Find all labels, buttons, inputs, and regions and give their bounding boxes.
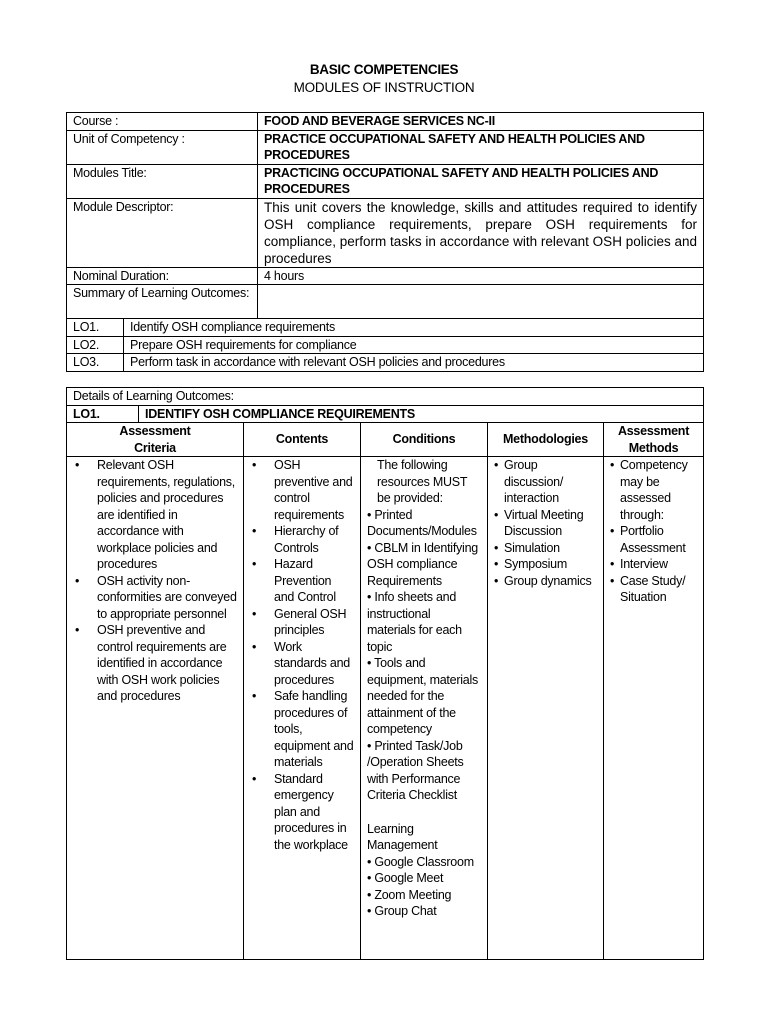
- document-title: BASIC COMPETENCIES: [309, 62, 459, 77]
- module-summary-table: [66, 112, 704, 372]
- module-title-value: PRACTICING OCCUPATIONAL SAFETY AND HEALTH POLICIES AND PROCEDURES: [258, 164, 704, 198]
- lo3-text: Perform task in accordance with relevant OSH policies and procedures: [124, 354, 704, 372]
- course-label: Course :: [67, 113, 258, 131]
- unit-value: PRACTICE OCCUPATIONAL SAFETY AND HEALTH POLICIES AND PROCEDURES: [258, 130, 704, 164]
- list-item: • Group discussion/ interaction: [494, 457, 597, 507]
- list-item: • Google Classroom: [367, 854, 474, 869]
- lo1-code: LO1.: [67, 319, 124, 337]
- criteria-list: [73, 457, 237, 705]
- lo2-code: LO2.: [67, 336, 124, 354]
- col-header-methodologies: Methodologies: [488, 423, 604, 457]
- methods-cell: [604, 457, 704, 960]
- module-title-label: Modules Title:: [67, 164, 258, 198]
- list-item: • OSH preventive and control requirements are identified in accordance with OSH work policies and procedures: [73, 622, 237, 705]
- list-item: • Simulation: [494, 540, 597, 557]
- methodologies-list: [494, 457, 597, 589]
- list-item: • Hierarchy of Controls: [250, 523, 354, 556]
- list-item: • Case Study/ Situation: [610, 573, 697, 606]
- list-item: • Group Chat: [367, 904, 437, 918]
- document-header: [0, 61, 768, 96]
- list-item: • General OSH principles: [250, 606, 354, 639]
- list-item: • OSH activity non-conformities are conveyed to appropriate personnel: [73, 573, 237, 623]
- summary-label: Summary of Learning Outcomes:: [67, 285, 258, 319]
- col-header-criteria-line1: Assessment: [119, 424, 191, 438]
- list-item: • Printed Task/Job /Operation Sheets with Performance Criteria Checklist: [367, 738, 464, 802]
- duration-value: 4 hours: [258, 267, 704, 285]
- list-item: • Hazard Prevention and Control: [250, 556, 354, 606]
- col-header-criteria-line2: Criteria: [134, 440, 176, 455]
- list-item: • CBLM in Identifying OSH compliance Requirements: [367, 540, 478, 588]
- col-header-methods-line1: Assessment: [617, 424, 690, 438]
- col-header-methods: [604, 423, 704, 457]
- col-header-criteria: [67, 423, 244, 457]
- list-item: • Group dynamics: [494, 573, 597, 590]
- lo2-text: Prepare OSH requirements for compliance: [124, 336, 704, 354]
- methods-list: [610, 457, 697, 606]
- list-item: • Tools and equipment, materials needed for the attainment of the competency: [367, 656, 479, 736]
- descriptor-value: This unit covers the knowledge, skills and attitudes required to identify OSH compliance requirements, prepare OSH requirements for compliance, perform tasks in accordance with relevant OSH policies and procedures: [258, 198, 704, 267]
- list-item: • Competency may be assessed through:: [610, 457, 697, 523]
- col-header-contents: Contents: [244, 423, 361, 457]
- list-item: • Printed Documents/Modules: [367, 507, 477, 538]
- list-item: • Interview: [610, 556, 697, 573]
- list-item: • Relevant OSH requirements, regulations, policies and procedures are identified in accordance with workplace policies and procedures: [73, 457, 237, 573]
- details-heading: Details of Learning Outcomes:: [67, 388, 704, 406]
- methodologies-cell: [488, 457, 604, 960]
- conditions-cell: [361, 457, 488, 960]
- lo1-text: Identify OSH compliance requirements: [124, 319, 704, 337]
- col-header-methods-line2: Methods: [628, 440, 679, 455]
- list-item: • Zoom Meeting: [367, 887, 452, 902]
- lo-code: LO1.: [67, 405, 139, 423]
- descriptor-label: Module Descriptor:: [67, 198, 258, 267]
- list-item: • Symposium: [494, 556, 597, 573]
- course-value: FOOD AND BEVERAGE SERVICES NC-II: [258, 113, 704, 131]
- conditions-intro: The following resources MUST be provided:: [377, 458, 468, 505]
- document-subtitle: MODULES OF INSTRUCTION: [293, 80, 475, 95]
- list-item: • OSH preventive and control requirements: [250, 457, 354, 523]
- summary-value: [258, 285, 704, 319]
- list-item: • Work standards and procedures: [250, 639, 354, 689]
- lo3-code: LO3.: [67, 354, 124, 372]
- unit-label: Unit of Competency :: [67, 130, 258, 164]
- lo-title: IDENTIFY OSH COMPLIANCE REQUIREMENTS: [139, 405, 704, 423]
- spacer: [367, 804, 481, 821]
- col-header-conditions: Conditions: [361, 423, 488, 457]
- list-item: • Portfolio Assessment: [610, 523, 697, 556]
- list-item: • Standard emergency plan and procedures in the workplace: [250, 771, 354, 854]
- duration-label: Nominal Duration:: [67, 267, 258, 285]
- list-item: • Info sheets and instructional materials for each topic: [367, 590, 462, 654]
- learning-management-heading: Learning Management: [367, 821, 438, 852]
- list-item: • Virtual Meeting Discussion: [494, 507, 597, 540]
- list-item: • Google Meet: [367, 871, 444, 885]
- criteria-cell: [67, 457, 244, 960]
- learning-outcome-details-table: [66, 387, 704, 960]
- list-item: • Safe handling procedures of tools, equipment and materials: [250, 688, 354, 771]
- contents-list: [250, 457, 354, 853]
- contents-cell: [244, 457, 361, 960]
